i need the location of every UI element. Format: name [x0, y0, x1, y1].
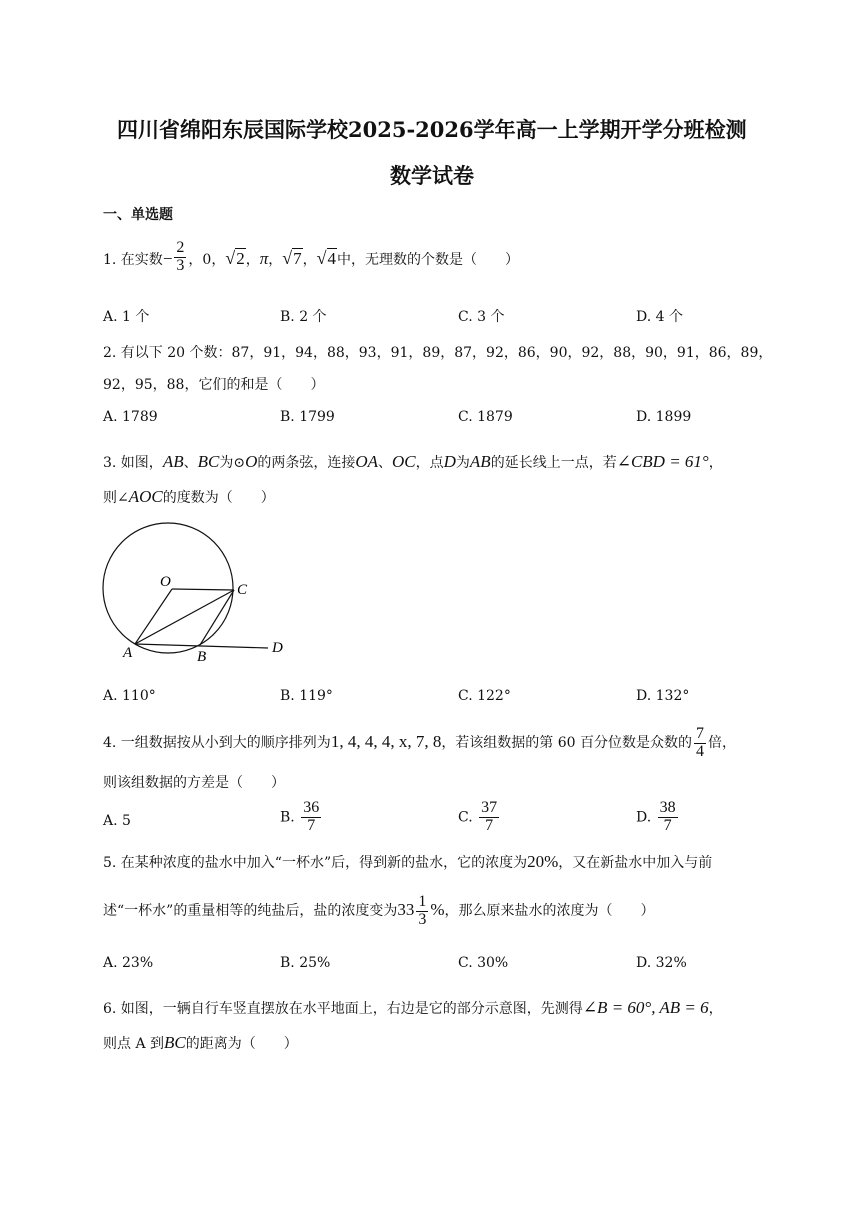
q4-option-d-den: 7 — [658, 817, 678, 835]
q2-option-b: B. 1799 — [280, 409, 335, 425]
q4-option-d-label: D. — [636, 809, 652, 826]
q3-oc: OC — [392, 452, 416, 471]
q3-text-a: 3. 如图， — [103, 455, 163, 471]
q6-condition: ∠B = 60°, AB = 6 — [582, 998, 709, 1017]
q4-text-b: ，若该组数据的第 60 百分位数是众数的 — [441, 735, 693, 751]
q3-text-f: 的延长线上一点，若 — [490, 455, 617, 471]
q4-option-b-label: B. — [280, 809, 295, 826]
section-heading: 一、单选题 — [103, 207, 173, 223]
q1-sqrt-2-rad: 2 — [236, 248, 245, 268]
q4-option-c-den: 7 — [479, 817, 499, 835]
q3-circle-figure — [100, 518, 300, 668]
label-o: O — [160, 574, 171, 590]
q3-ab-2: AB — [469, 452, 491, 471]
q1-sqrt-2: √2 — [225, 247, 245, 268]
q1-sqrt-7-rad: 7 — [293, 248, 302, 268]
q5-percent: 20% — [527, 852, 559, 871]
q4-fraction-num: 7 — [696, 724, 705, 742]
q3-option-a: A. 110° — [103, 688, 156, 704]
q3-text-g: ， — [708, 455, 723, 471]
q4-option-d — [636, 800, 680, 835]
q6-line-2 — [103, 1033, 298, 1053]
q3-dun-2: 、 — [378, 455, 393, 471]
q1-minus: − — [162, 248, 173, 268]
q5-text-b: ，又在新盐水中加入与前 — [558, 855, 713, 871]
q1-fraction-num: 2 — [176, 239, 185, 256]
q1-sep2: ， — [245, 251, 260, 268]
q5-mixed-whole: 33 — [397, 900, 415, 919]
segment-bc — [200, 590, 234, 645]
q5-mixed-fraction — [416, 894, 428, 929]
q3-line2-a: 则∠ — [103, 490, 129, 506]
label-c: C — [237, 582, 248, 598]
q5-line-2 — [103, 890, 655, 931]
q4-option-c — [458, 800, 501, 835]
q3-option-c: C. 122° — [458, 688, 511, 704]
q6-line-1 — [103, 998, 723, 1018]
line-abd — [135, 644, 268, 648]
q3-aoc: AOC — [128, 487, 163, 506]
q4-option-c-num: 37 — [481, 799, 498, 816]
q4-option-a: A. 5 — [103, 813, 131, 829]
q5-mixed-num: 1 — [418, 892, 427, 910]
q5-text-a: 5. 在某种浓度的盐水中加入“一杯水”后，得到新的盐水，它的浓度为 — [103, 855, 528, 871]
q3-ab: AB — [162, 452, 184, 471]
q1-sqrt-7: √7 — [282, 247, 302, 268]
q3-dun: 、 — [183, 455, 198, 471]
q5-line-1 — [103, 852, 712, 872]
q4-option-b — [280, 800, 323, 835]
q4-fraction — [694, 726, 706, 761]
q3-line2-b: 的度数为（ ） — [162, 490, 275, 506]
q3-angle-condition: ∠CBD = 61° — [616, 452, 709, 471]
question-1 — [103, 240, 519, 275]
q3-option-b: B. 119° — [280, 688, 333, 704]
q1-option-c: C. 3 个 — [458, 309, 505, 325]
q3-text-c: 的两条弦，连接 — [257, 455, 356, 471]
q1-sep4: ， — [302, 251, 317, 268]
q1-sep1: ，0， — [188, 251, 226, 268]
q3-oa: OA — [355, 452, 379, 471]
q2-option-a: A. 1789 — [103, 409, 158, 425]
q5-option-b: B. 25% — [280, 955, 331, 971]
q4-option-d-fraction — [658, 800, 678, 835]
q1-option-d: D. 4 个 — [636, 309, 683, 325]
label-a: A — [123, 645, 133, 661]
q6-text-b: ， — [708, 1001, 723, 1017]
q1-suffix: 中，无理数的个数是（ ） — [337, 251, 520, 268]
q1-sqrt-4: √4 — [316, 247, 337, 268]
q3-text-e: 为 — [455, 455, 470, 471]
q4-option-c-label: C. — [458, 809, 473, 826]
segment-oc — [172, 589, 234, 590]
title-line-2: 数学试卷 — [390, 163, 474, 188]
q3-option-d: D. 132° — [636, 688, 690, 704]
q1-option-b: B. 2 个 — [280, 309, 327, 325]
q2-line-1: 2. 有以下 20 个数：87，91，94，88，93，91，89，87，92，86，90，92，88，90，91，86，89， — [103, 345, 773, 361]
q6-text-d: 的距离为（ ） — [185, 1036, 298, 1052]
q1-prefix: 1. 在实数 — [103, 251, 163, 268]
q1-pi: π — [259, 248, 269, 268]
q4-option-b-num: 36 — [303, 799, 320, 816]
q4-sequence: 1, 4, 4, 4, x, 7, 8 — [330, 732, 442, 751]
q4-option-c-fraction — [479, 800, 499, 835]
q4-option-d-num: 38 — [659, 799, 676, 816]
q5-mixed-percent: % — [430, 900, 445, 919]
q2-option-c: C. 1879 — [458, 409, 513, 425]
q1-sqrt-4-rad: 4 — [327, 248, 337, 268]
q1-fraction — [174, 240, 186, 275]
q1-fraction-den: 3 — [176, 256, 185, 274]
q6-text-c: 则点 A 到 — [103, 1036, 165, 1052]
q2-option-d: D. 1899 — [636, 409, 692, 425]
q3-bc: BC — [197, 452, 220, 471]
q5-option-d: D. 32% — [636, 955, 687, 971]
q4-fraction-den: 4 — [696, 742, 705, 760]
q4-option-b-den: 7 — [301, 817, 321, 835]
q4-line-1 — [103, 722, 736, 763]
title-line-1: 四川省绵阳东辰国际学校2025-2026学年高一上学期开学分班检测 — [117, 117, 747, 142]
q4-option-b-fraction — [301, 800, 321, 835]
q6-bc: BC — [164, 1033, 186, 1052]
q5-text-c: 述“一杯水”的重量相等的纯盐后，盐的浓度变为 — [103, 903, 398, 919]
segment-oa — [135, 589, 172, 644]
q3-text-b: 为⊙ — [219, 455, 246, 471]
q5-option-c: C. 30% — [458, 955, 509, 971]
label-b: B — [197, 649, 207, 665]
q3-line-2 — [103, 487, 275, 507]
q3-line-1 — [103, 452, 723, 472]
segment-ac — [135, 590, 234, 644]
q5-text-d: ，那么原来盐水的浓度为（ ） — [444, 903, 655, 919]
q5-option-a: A. 23% — [103, 955, 154, 971]
q4-text-a: 4. 一组数据按从小到大的顺序排列为 — [103, 735, 331, 751]
label-d: D — [272, 640, 283, 656]
q3-d: D — [443, 452, 456, 471]
q1-option-a: A. 1 个 — [103, 309, 150, 325]
q3-o: O — [245, 452, 258, 471]
q1-sep3: ， — [268, 251, 283, 268]
q3-text-d: ，点 — [415, 455, 444, 471]
q5-mixed-den: 3 — [418, 910, 427, 928]
q4-line-2: 则该组数据的方差是（ ） — [103, 775, 285, 791]
q6-text-a: 6. 如图，一辆自行车竖直摆放在水平地面上，右边是它的部分示意图，先测得 — [103, 1001, 583, 1017]
q4-text-c: 倍， — [708, 735, 737, 751]
q2-line-2: 92，95，88，它们的和是（ ） — [103, 377, 325, 393]
